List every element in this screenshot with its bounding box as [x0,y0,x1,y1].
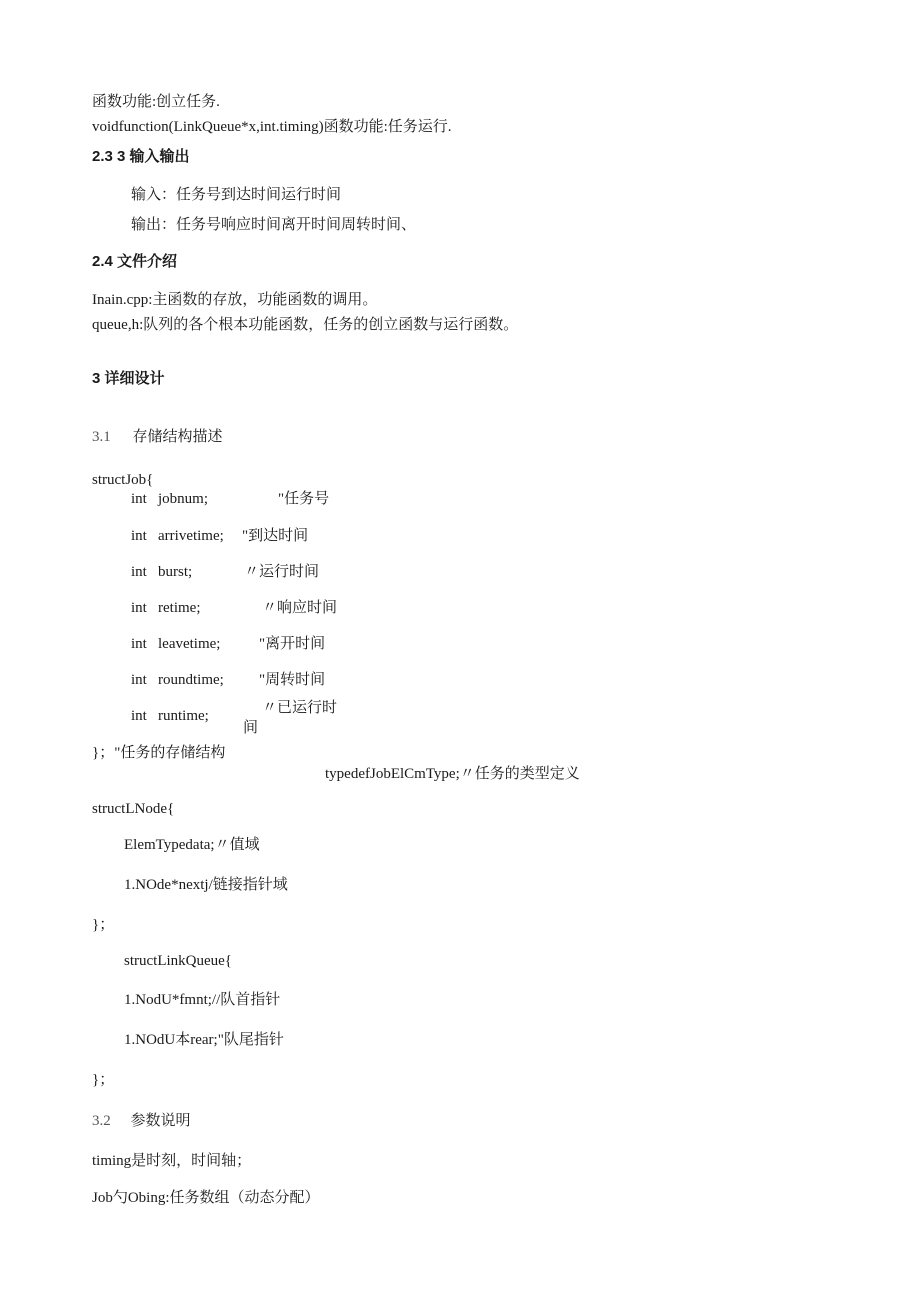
field-comment: "离开时间 [259,636,326,652]
section-2-3-title: 2.3 3 输入输出 [92,148,190,165]
field-type: int [131,600,147,616]
field-name: arrivetime; [158,528,224,544]
struct-linkqueue-close: }； [92,1072,115,1088]
intro-line-1: 函数功能:创立任务. [92,94,220,110]
file-main-cpp: Inain.cpp:主函数的存放，功能函数的调用。 [92,292,378,308]
linkqueue-rear-field: 1.NOdU本rear;"队尾指针 [124,1032,284,1048]
struct-linkqueue-open: structLinkQueue{ [124,953,233,969]
intro-line-2: voidfunction(LinkQueue*x,int.timing)函数功能:任务运行. [92,119,452,135]
field-name: leavetime; [158,636,221,652]
field-type: int [131,491,147,507]
field-name: retime; [158,600,201,616]
field-comment: 〃响应时间 [262,600,338,616]
struct-job-close: }；"任务的存储结构 [92,745,226,761]
field-type: int [131,708,147,724]
lnode-data-field: ElemTypedata;〃值域 [124,837,260,853]
section-3-1-heading [92,428,223,446]
struct-lnode-close: }； [92,917,115,933]
section-3-1-number: 3.1 [92,429,111,445]
output-description: 输出：任务号响应时间离开时间周转时间、 [131,217,417,233]
field-name: burst; [158,564,193,580]
field-name: roundtime; [158,672,224,688]
section-3-2-number: 3.2 [92,1113,111,1129]
section-3-2-heading [92,1112,191,1130]
field-name: jobnum; [158,491,209,507]
field-type: int [131,636,147,652]
field-comment: "到达时间 [242,528,309,544]
struct-job-open: structJob{ [92,472,154,488]
lnode-next-field: 1.NOde*nextj/链接指针域 [124,877,288,893]
param-timing: timing是时刻，时间轴； [92,1153,252,1169]
field-type: int [131,672,147,688]
section-2-4-title: 2.4 文件介绍 [92,253,178,270]
input-description: 输入：任务号到达时间运行时间 [131,187,342,203]
field-type: int [131,528,147,544]
section-3-title: 3 详细设计 [92,370,165,387]
section-3-2-title: 参数说明 [130,1112,191,1129]
field-type: int [131,564,147,580]
section-3-1-title: 存储结构描述 [132,428,223,445]
param-jobing: Job勺Obing:任务数组（动态分配） [92,1190,320,1206]
field-comment: 〃运行时间 [244,564,320,580]
field-comment: 〃已运行时 [262,700,338,716]
linkqueue-front-field: 1.NodU*fmnt;//队首指针 [124,992,281,1008]
typedef-line: typedefJobElCmType;〃任务的类型定义 [325,766,580,782]
field-comment: "任务号 [278,491,330,507]
struct-lnode-open: structLNode{ [92,801,175,817]
field-comment-wrap: 间 [243,720,259,736]
field-name: runtime; [158,708,209,724]
file-queue-h: queue,h:队列的各个根本功能函数，任务的创立函数与运行函数。 [92,317,519,333]
field-comment: "周转时间 [259,672,326,688]
